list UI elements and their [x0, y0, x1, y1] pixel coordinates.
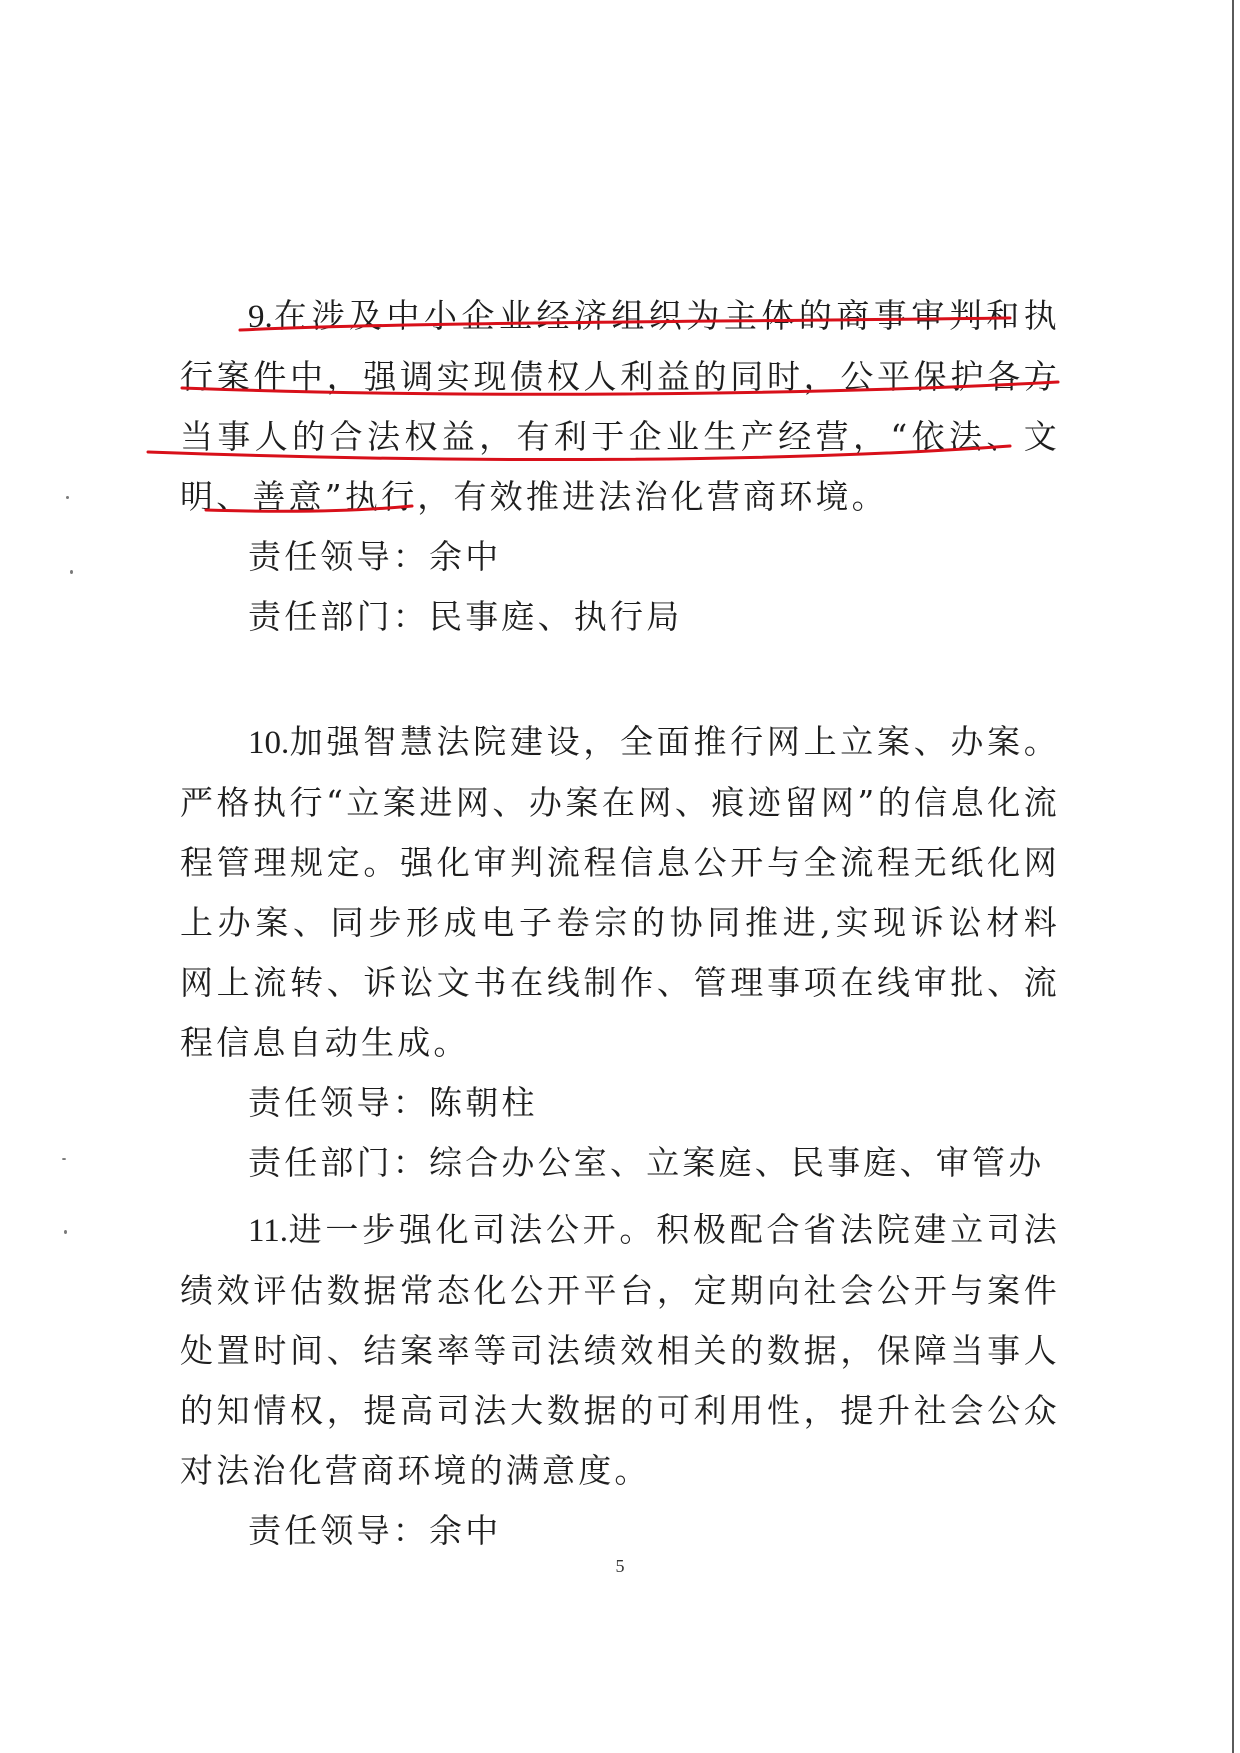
page-number: 5 — [615, 1556, 625, 1576]
responsible-department — [180, 1133, 1060, 1193]
dept-name: 民事庭、执行局 — [429, 597, 683, 636]
item-number: 9. — [248, 299, 273, 335]
item-text: 加强智慧法院建设，全面推行网上立案、办案。严格执行“立案进网、办案在网、痕迹留网”的信息化流程管理规定。强化审判流程信息公开与全流程无纸化网上办案、同步形成电子卷宗的协同推进,实现诉讼材料网上流转、诉讼文书在线制作、管理事项在线审批、流程信息自动生成。 — [180, 722, 1060, 1062]
item-9 — [180, 286, 1060, 647]
item-10-paragraph — [180, 712, 1060, 1073]
responsible-leader — [180, 527, 1060, 587]
item-number: 10. — [248, 725, 290, 761]
responsible-leader — [180, 1073, 1060, 1133]
item-9-paragraph — [180, 286, 1060, 527]
responsible-leader — [180, 1501, 1060, 1561]
scan-speck — [66, 496, 69, 499]
scan-speck — [64, 1230, 67, 1234]
item-11-paragraph — [180, 1200, 1060, 1501]
item-number: 11. — [248, 1213, 289, 1249]
leader-name: 余中 — [429, 1511, 502, 1550]
leader-label: 责任领导： — [248, 1511, 429, 1550]
scan-edge-line — [1232, 0, 1234, 1753]
dept-label: 责任部门： — [248, 1143, 429, 1182]
responsible-department — [180, 587, 1060, 647]
scan-speck — [70, 570, 73, 574]
leader-name: 陈朝柱 — [429, 1083, 538, 1122]
scan-speck — [62, 1158, 66, 1160]
item-text: 在涉及中小企业经济组织为主体的商事审判和执行案件中，强调实现债权人利益的同时，公平保护各方当事人的合法权益，有利于企业生产经营，“依法、文明、善意”执行，有效推进法治化营商环境。 — [180, 296, 1060, 516]
item-10 — [180, 712, 1060, 1193]
item-text: 进一步强化司法公开。积极配合省法院建立司法绩效评估数据常态化公开平台，定期向社会公开与案件处置时间、结案率等司法绩效相关的数据，保障当事人的知情权，提高司法大数据的可利用性，提升社会公众对法治化营商环境的满意度。 — [180, 1210, 1060, 1490]
dept-name: 综合办公室、立案庭、民事庭、审管办 — [429, 1143, 1045, 1182]
leader-label: 责任领导： — [248, 1083, 429, 1122]
leader-label: 责任领导： — [248, 537, 429, 576]
leader-name: 余中 — [429, 537, 502, 576]
item-11 — [180, 1200, 1060, 1561]
dept-label: 责任部门： — [248, 597, 429, 636]
